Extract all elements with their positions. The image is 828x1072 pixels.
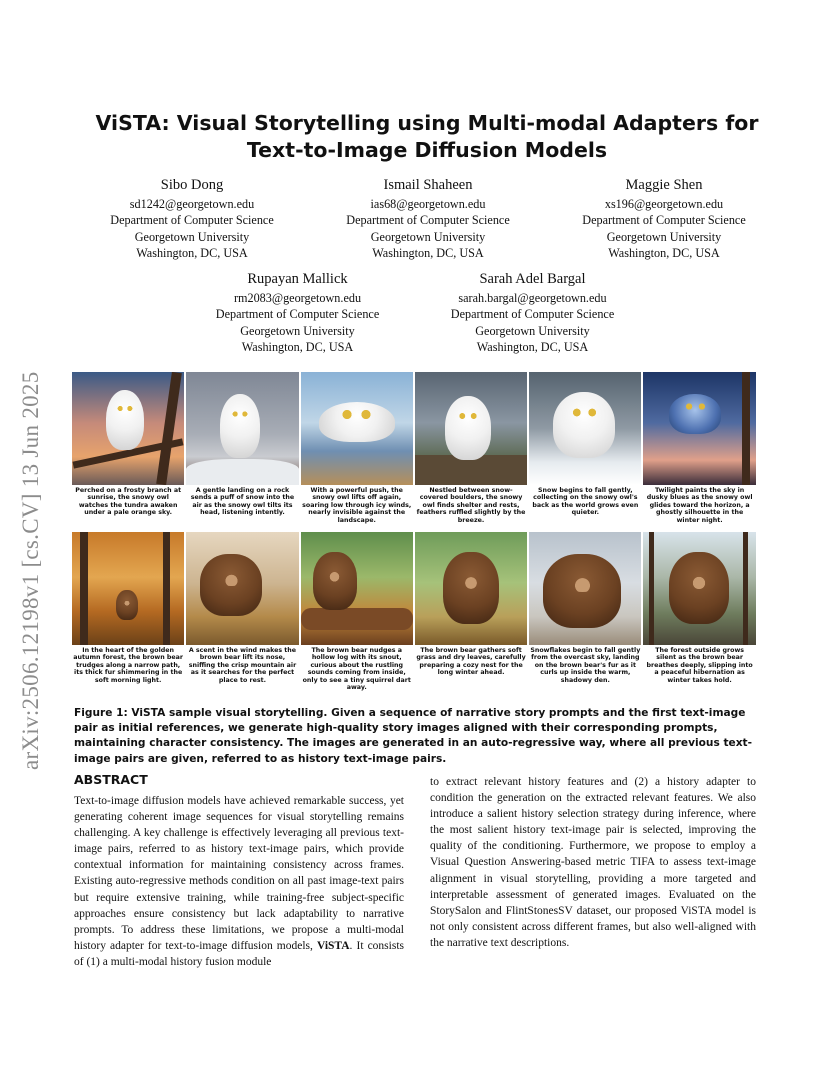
author-email[interactable]: rm2083@georgetown.edu <box>233 291 362 305</box>
story-panel <box>301 372 413 524</box>
story-panel <box>643 372 755 524</box>
bear-caption-2: A scent in the wind makes the brown bear lift its nose, sniffing the crisp mountain air as it searches for the perfect place to rest. <box>188 647 297 684</box>
abstract-left-column <box>74 793 404 970</box>
bear-image-6 <box>643 532 755 645</box>
bear-caption-4: The brown bear gathers soft grass and dry leaves, carefully preparing a cozy nest for the long winter ahead. <box>416 647 526 677</box>
author-university: Georgetown University <box>475 323 590 338</box>
bear-caption-5: Snowflakes begin to fall gently from the overcast sky, landing on the brown bear's fur as it curls up inside the warm, shadowy den. <box>530 647 641 684</box>
abstract-text-a: Text-to-image diffusion models have achieved remarkable success, yet generating coherent image sequences for visual storytelling remains challenging. A key challenge is effectively leveraging all previous text-image pairs, referred to as history text-image pairs, which provide contextual information for maintaining consistency across frames. Existing auto-regressive methods condition on all past image-text pairs but require extensive training, while training-free subject-specific approaches ensure consistency but lack adaptability to narrative prompts. To address these limitations, we propose a multi-modal history adapter for text-to-image diffusion models, <box>74 795 404 952</box>
owl-image-4 <box>415 372 527 485</box>
owl-image-1 <box>72 372 184 485</box>
bear-caption-6: The forest outside grows silent as the brown bear breathes deeply, slipping into a peaceful hibernation as winter takes hold. <box>646 647 753 684</box>
bear-caption-3: The brown bear nudges a hollow log with its snout, curious about the rustling sounds coming from inside, only to see a tiny squirrel dart away. <box>302 647 411 692</box>
author-email[interactable]: sarah.bargal@georgetown.edu <box>458 291 607 305</box>
figure-caption: Figure 1: ViSTA sample visual storytelling. Given a sequence of narrative story prompts and the first text-image pair as initial references, we generate high-quality story images aligned with their corresponding prompts, maintaining character consistency. The images are generated in an auto-regressive way, where all previous text-image pairs are given, referred to as history text-image pairs. <box>74 707 752 765</box>
author-location: Washington, DC, USA <box>476 340 589 355</box>
author-department: Department of Computer Science <box>346 213 510 228</box>
story-panel <box>643 532 755 691</box>
owl-caption-3: With a powerful push, the snowy owl lifts off again, soaring low through icy winds, nearly invisible against the landscape. <box>302 487 412 524</box>
author-email[interactable]: sd1242@georgetown.edu <box>129 197 255 211</box>
authors-row-2 <box>180 270 650 356</box>
paper-title: ViSTA: Visual Storytelling using Multi-modal Adapters for Text-to-Image Diffusion Models <box>95 111 759 162</box>
story-panel <box>186 532 298 691</box>
story-panel <box>72 372 184 524</box>
owl-image-3 <box>301 372 413 485</box>
story-panel <box>301 532 413 691</box>
author-email[interactable]: ias68@georgetown.edu <box>370 197 486 211</box>
author-location: Washington, DC, USA <box>136 246 248 261</box>
author-university: Georgetown University <box>370 229 486 244</box>
owl-image-6 <box>643 372 755 485</box>
author-name: Ismail Shaheen <box>383 177 473 193</box>
author-location: Washington, DC, USA <box>608 246 720 261</box>
story-panel <box>529 532 641 691</box>
owl-caption-4: Nestled between snow-covered boulders, the snowy owl finds shelter and rests, feathers ruffled slightly by the breeze. <box>416 487 526 524</box>
abstract-text-b: . It consists of (1) a multi-modal history fusion module <box>74 939 404 968</box>
bear-image-1 <box>72 532 184 645</box>
author-university: Georgetown University <box>606 229 722 244</box>
author-block <box>74 176 310 262</box>
story-panel <box>72 532 184 691</box>
owl-caption-1: Perched on a frosty branch at sunrise, the snowy owl watches the tundra awaken under a pale orange sky. <box>75 487 182 517</box>
bear-image-4 <box>415 532 527 645</box>
author-university: Georgetown University <box>240 323 355 338</box>
abstract-bold-term: ViSTA <box>316 939 350 952</box>
author-block <box>180 270 415 356</box>
bear-image-5 <box>529 532 641 645</box>
figure-bear-row <box>72 532 756 691</box>
author-block <box>310 176 546 262</box>
owl-caption-5: Snow begins to fall gently, collecting on the snowy owl's back as the world grows even quieter. <box>532 487 639 517</box>
bear-image-3 <box>301 532 413 645</box>
bear-image-2 <box>186 532 298 645</box>
author-department: Department of Computer Science <box>110 213 274 228</box>
author-department: Department of Computer Science <box>215 307 380 322</box>
author-name: Sarah Adel Bargal <box>479 271 586 287</box>
author-email[interactable]: xs196@georgetown.edu <box>604 197 724 211</box>
author-department: Department of Computer Science <box>450 307 615 322</box>
author-name: Sibo Dong <box>160 177 224 193</box>
abstract-heading: ABSTRACT <box>74 772 148 787</box>
author-block <box>415 270 650 356</box>
story-panel <box>529 372 641 524</box>
bear-caption-1: In the heart of the golden autumn forest, the brown bear trudges along a narrow path, its thick fur shimmering in the soft morning light. <box>73 647 184 684</box>
author-name: Rupayan Mallick <box>247 271 348 287</box>
arxiv-identifier: arXiv:2506.12198v1 [cs.CV] 13 Jun 2025 <box>18 371 43 770</box>
author-department: Department of Computer Science <box>582 213 746 228</box>
author-location: Washington, DC, USA <box>372 246 484 261</box>
author-name: Maggie Shen <box>625 177 703 193</box>
owl-caption-6: Twilight paints the sky in dusky blues as the snowy owl glides toward the horizon, a ghostly silhouette in the winter night. <box>646 487 753 524</box>
owl-caption-2: A gentle landing on a rock sends a puff of snow into the air as the snowy owl tilts its head, listening intently. <box>190 487 295 517</box>
abstract-right-column: to extract relevant history features and (2) a history adapter to condition the generation on the extracted relevant features. We also introduce a salient history selection strategy during inference, where the most salient history text-image pair is selected, improving the quality of the conditioning. Furthermore, we propose to employ a Visual Question Answering-based metric TIFA to assess text-image alignment in visual storytelling, providing a more targeted and interpretable assessment of generated images. Evaluated on the StorySalon and FlintStonesSV dataset, our proposed ViSTA model is not only consistent across different frames, but also well-aligned with the narrative text descriptions. <box>430 776 756 949</box>
story-panel <box>415 372 527 524</box>
author-university: Georgetown University <box>134 229 250 244</box>
owl-image-2 <box>186 372 298 485</box>
authors-row-1 <box>74 176 782 262</box>
story-panel <box>186 372 298 524</box>
story-panel <box>415 532 527 691</box>
owl-image-5 <box>529 372 641 485</box>
author-block <box>546 176 782 262</box>
author-location: Washington, DC, USA <box>241 340 354 355</box>
figure-owl-row <box>72 372 756 524</box>
